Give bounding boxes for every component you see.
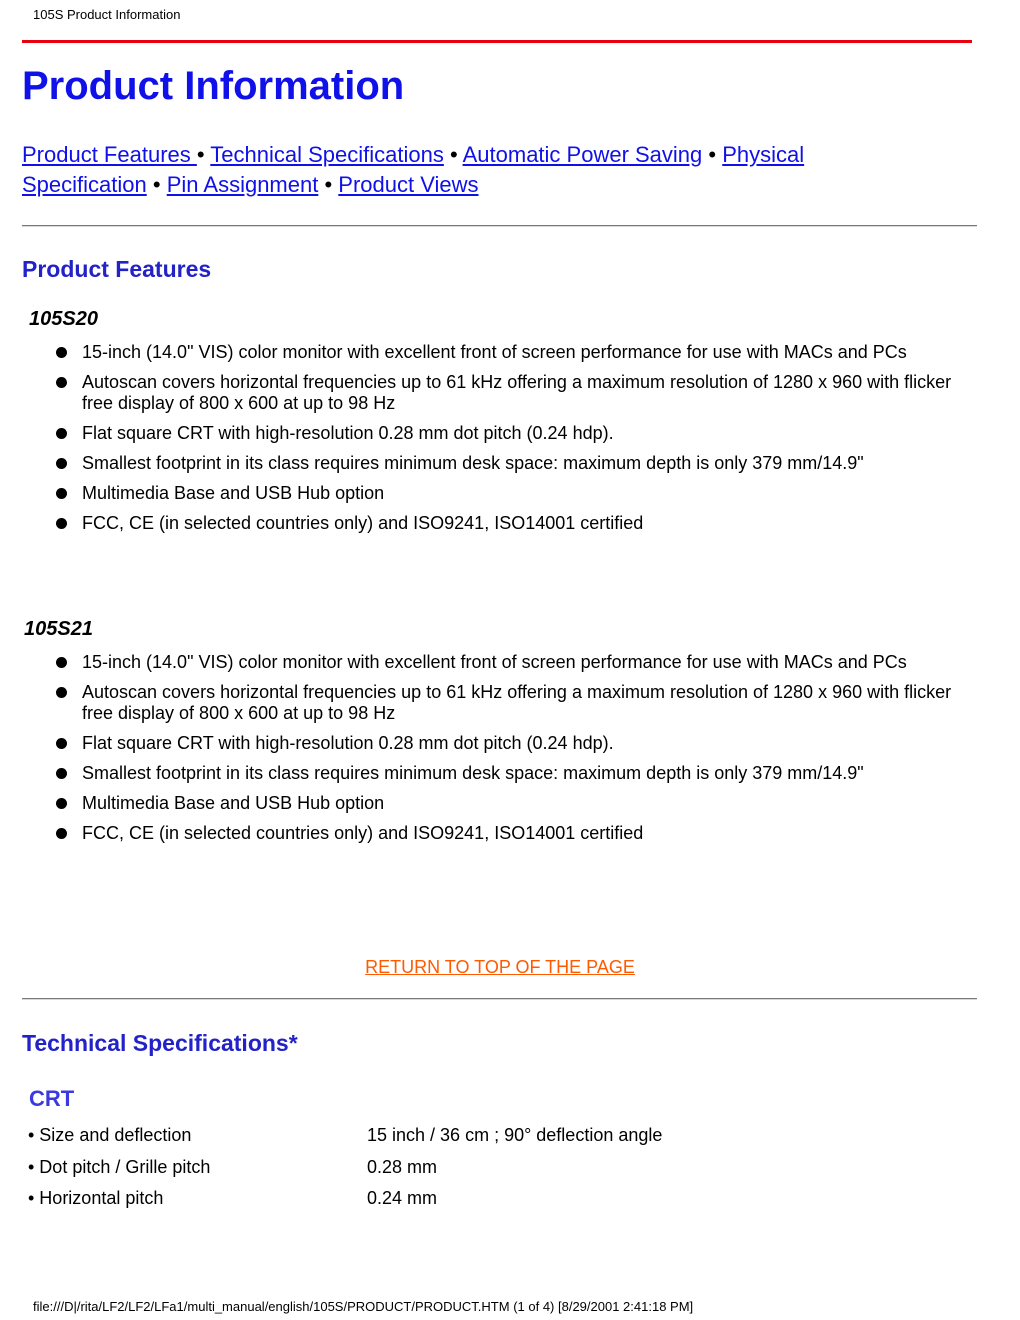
list-item: Multimedia Base and USB Hub option — [56, 793, 966, 814]
bullet-icon — [56, 488, 67, 499]
bullet-icon — [56, 518, 67, 529]
list-item: Multimedia Base and USB Hub option — [56, 483, 966, 504]
print-header: 105S Product Information — [33, 7, 181, 22]
divider — [22, 998, 977, 1000]
nav-separator: • — [196, 142, 205, 167]
nav-link-pin-assignment[interactable]: Pin Assignment — [166, 172, 319, 197]
list-item: Smallest footprint in its class requires minimum desk space: maximum depth is only 379 mm/14.9" — [56, 453, 966, 474]
header-rule — [22, 40, 972, 43]
nav-separator: • — [450, 142, 458, 167]
nav-separator: • — [152, 172, 161, 197]
nav-link-technical-specifications[interactable]: Technical Specifications — [210, 142, 444, 167]
nav-separator: • — [708, 142, 717, 167]
bullet-icon — [56, 377, 67, 388]
table-row — [28, 1183, 662, 1215]
nav-separator: • — [324, 172, 333, 197]
page-title: Product Information — [22, 64, 405, 108]
table-row — [28, 1120, 662, 1152]
bullet-icon — [56, 798, 67, 809]
crt-heading: CRT — [29, 1086, 75, 1111]
bullet-icon — [56, 657, 67, 668]
spec-value: 0.24 mm — [367, 1188, 438, 1209]
spec-value: 15 inch / 36 cm ; 90° deflection angle — [367, 1125, 663, 1146]
divider — [22, 225, 977, 227]
bullet-icon — [56, 828, 67, 839]
section-heading-technical-specifications: Technical Specifications* — [22, 1030, 298, 1056]
return-link-container — [0, 957, 1000, 978]
feature-list — [56, 342, 966, 543]
list-item: 15-inch (14.0" VIS) color monitor with excellent front of screen performance for use with MACs and PCs — [56, 652, 966, 673]
nav-link-product-features[interactable]: Product Features — [22, 142, 197, 167]
bullet-icon — [56, 687, 67, 698]
list-item: Flat square CRT with high-resolution 0.28 mm dot pitch (0.24 hdp). — [56, 423, 966, 444]
feature-list — [56, 652, 966, 853]
bullet-icon — [56, 738, 67, 749]
print-footer: file:///D|/rita/LF2/LF2/LFa1/multi_manual/english/105S/PRODUCT/PRODUCT.HTM (1 of 4) [8/29/2001 2:41:18 PM] — [33, 1299, 694, 1314]
section-nav — [22, 140, 922, 200]
list-item: Autoscan covers horizontal frequencies up to 61 kHz offering a maximum resolution of 1280 x 960 with flicker free display of 800 x 600 at up to 98 Hz — [56, 372, 966, 414]
table-row — [28, 1152, 662, 1184]
bullet-icon — [56, 428, 67, 439]
spec-label: • Size and deflection — [28, 1125, 192, 1146]
nav-link-product-views[interactable]: Product Views — [338, 172, 479, 197]
model-heading: 105S21 — [24, 618, 93, 640]
bullet-icon — [56, 458, 67, 469]
spec-table — [28, 1120, 662, 1215]
list-item: FCC, CE (in selected countries only) and ISO9241, ISO14001 certified — [56, 823, 966, 844]
list-item: FCC, CE (in selected countries only) and ISO9241, ISO14001 certified — [56, 513, 966, 534]
return-to-top-link[interactable]: RETURN TO TOP OF THE PAGE — [365, 957, 635, 977]
list-item: 15-inch (14.0" VIS) color monitor with excellent front of screen performance for use with MACs and PCs — [56, 342, 966, 363]
list-item: Autoscan covers horizontal frequencies up to 61 kHz offering a maximum resolution of 1280 x 960 with flicker free display of 800 x 600 at up to 98 Hz — [56, 682, 966, 724]
spec-label: • Dot pitch / Grille pitch — [28, 1156, 211, 1177]
bullet-icon — [56, 768, 67, 779]
nav-link-physical-specification[interactable]: Physical Specification — [22, 142, 805, 197]
nav-link-automatic-power-saving[interactable]: Automatic Power Saving — [462, 142, 703, 167]
bullet-icon — [56, 347, 67, 358]
model-heading: 105S20 — [29, 308, 98, 330]
list-item: Smallest footprint in its class requires minimum desk space: maximum depth is only 379 mm/14.9" — [56, 763, 966, 784]
spec-label: • Horizontal pitch — [28, 1188, 164, 1209]
spec-value: 0.28 mm — [367, 1156, 438, 1177]
list-item: Flat square CRT with high-resolution 0.28 mm dot pitch (0.24 hdp). — [56, 733, 966, 754]
section-heading-product-features: Product Features — [22, 256, 212, 282]
